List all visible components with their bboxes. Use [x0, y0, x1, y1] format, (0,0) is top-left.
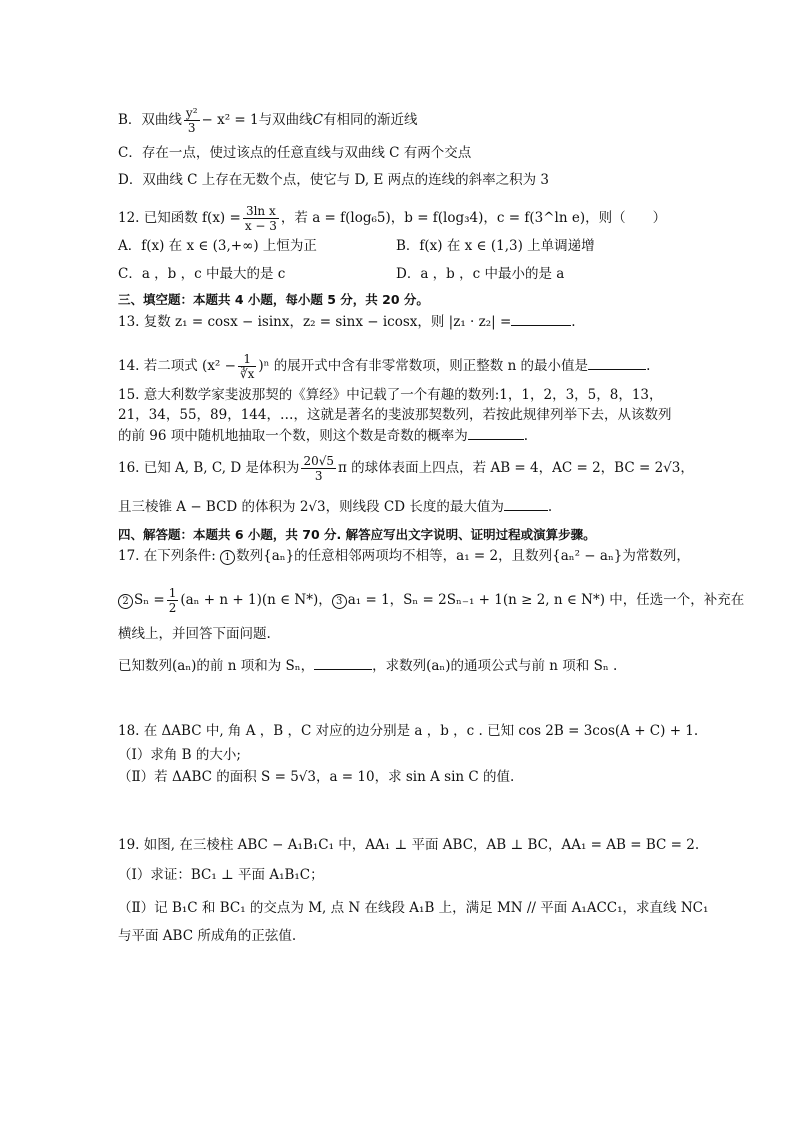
q17-l2-c: a₁ = 1，Sₙ = 2Sₙ₋₁ + 1(n ≥ 2, n ∈ N*) 中，任选一个，补充在 — [347, 592, 745, 608]
q11-b-denominator: 3 — [187, 121, 196, 135]
q16-line-1 — [118, 454, 694, 483]
q17-l4-suffix: ，求数列(aₙ)的通项公式与前 n 项和 Sₙ . — [372, 658, 618, 674]
q13 — [118, 311, 576, 332]
q17-l1-prefix: 17. 在下列条件: — [118, 548, 221, 564]
q17-l2-b: (aₙ + n + 1)(n ∈ N*)， — [180, 592, 332, 608]
q17-line-2 — [118, 586, 744, 615]
section-3-title: 三、填空题：本题共 4 小题，每小题 5 分，共 20 分。 — [118, 292, 429, 307]
q11-option-d: D．双曲线 C 上存在无数个点，使它与 D, E 两点的连线的斜率之积为 3 — [118, 172, 549, 188]
q18-line-3: （Ⅱ）若 ΔABC 的面积 S = 5√3，a = 10，求 sin A sin C 的值. — [118, 769, 515, 785]
q17-line-3: 横线上，并回答下面问题. — [118, 626, 271, 642]
q16-text: 且三棱锥 A − BCD 的体积为 2√3，则线段 CD 长度的最大值为 — [118, 499, 504, 515]
q11-b-c: C — [312, 112, 323, 128]
q13-answer-blank[interactable] — [511, 311, 571, 326]
q17-l2-a: Sₙ = — [134, 592, 165, 608]
q18-line-2: （Ⅰ）求角 B 的大小; — [118, 747, 241, 763]
q12-option-a: A．f(x) 在 x ∈ (3,+∞) 上恒为正 — [118, 238, 317, 254]
q14-prefix: 14. 若二项式 (x² − — [118, 358, 236, 374]
q15-line-3 — [118, 425, 528, 446]
q14-answer-blank[interactable] — [588, 355, 646, 370]
q12-option-b: B．f(x) 在 x ∈ (1,3) 上单调递增 — [396, 238, 595, 254]
q12-numerator: 3ln x — [243, 204, 279, 219]
q17-circle-1: 1 — [220, 550, 235, 565]
q14 — [118, 352, 650, 381]
q15-text: 的前 96 项中随机地抽取一个数，则这个数是奇数的概率为 — [118, 428, 468, 444]
q16-end: . — [547, 499, 553, 515]
section-4-title: 四、解答题：本题共 6 小题，共 70 分. 解答应写出文字说明、证明过程或演算步骤。 — [118, 527, 596, 542]
q13-text: 13. 复数 z₁ = cosx − isinx，z₂ = sinx − icosx，则 |z₁ · z₂| = — [118, 314, 512, 330]
q14-denominator: ∛x — [239, 367, 255, 381]
q16-denominator: 3 — [314, 469, 323, 483]
q11-b-prefix: B．双曲线 — [118, 112, 182, 128]
q17-line-1 — [118, 546, 690, 566]
q17-fraction — [167, 586, 179, 615]
q19-line-3: （Ⅱ）记 B₁C 和 BC₁ 的交点为 M, 点 N 在线段 A₁B 上，满足 MN // 平面 A₁ACC₁，求直线 NC₁ — [118, 900, 709, 916]
q17-circle-3: 3 — [332, 594, 347, 609]
q12-denominator: x − 3 — [244, 219, 277, 233]
q12-stem — [118, 204, 666, 233]
q14-fraction — [238, 352, 256, 381]
q17-denominator: 2 — [168, 601, 177, 615]
q11-option-b — [118, 106, 417, 135]
q14-numerator: 1 — [238, 352, 256, 367]
q19-line-1: 19. 如图, 在三棱柱 ABC − A₁B₁C₁ 中，AA₁ ⊥ 平面 ABC，AB ⊥ BC，AA₁ = AB = BC = 2. — [118, 837, 700, 853]
q16-fraction — [301, 454, 336, 483]
q17-numerator: 1 — [168, 586, 177, 600]
q11-b-numerator: y² — [185, 106, 198, 120]
q16-suffix: π 的球体表面上四点，若 AB = 4，AC = 2，BC = 2√3， — [338, 460, 694, 476]
q11-option-c: C．存在一点，使过该点的任意直线与双曲线 C 有两个交点 — [118, 145, 472, 161]
q12-option-c: C．a ，b ，c 中最大的是 c — [118, 266, 286, 282]
q17-l1-suffix: 数列{aₙ}的任意相邻两项均不相等，a₁ = 2，且数列{aₙ² − aₙ}为常数列， — [236, 548, 690, 564]
q16-answer-blank[interactable] — [504, 496, 548, 511]
q11-b-suffix: 有相同的渐近线 — [322, 112, 418, 128]
q15-line-2: 21，34，55，89，144，…，这就是著名的斐波那契数列，若按此规律列举下去，从该数列 — [118, 407, 672, 423]
q15-end: . — [523, 428, 529, 444]
q15-answer-blank[interactable] — [468, 425, 524, 440]
q15-line-1: 15. 意大利数学家斐波那契的《算经》中记载了一个有趣的数列:1，1，2，3，5，8，13， — [118, 387, 663, 403]
q13-end: . — [571, 314, 576, 330]
q12-fraction — [243, 204, 279, 233]
q19-line-2: （Ⅰ）求证：BC₁ ⊥ 平面 A₁B₁C； — [118, 867, 324, 883]
q12-option-d: D．a ，b ，c 中最小的是 a — [396, 266, 565, 282]
q19-line-4: 与平面 ABC 所成角的正弦值. — [118, 928, 297, 944]
q17-line-4 — [118, 655, 617, 676]
q18-line-1: 18. 在 ΔABC 中, 角 A ，B ，C 对应的边分别是 a ，b ，c . 已知 cos 2B = 3cos(A + C) + 1. — [118, 723, 699, 739]
q16-prefix: 16. 已知 A, B, C, D 是体积为 — [118, 460, 300, 476]
q14-suffix: )ⁿ 的展开式中含有非零常数项，则正整数 n 的最小值是 — [258, 358, 589, 374]
q17-circle-2: 2 — [118, 594, 133, 609]
q16-numerator: 20√5 — [303, 454, 334, 468]
q11-b-fraction — [184, 106, 200, 135]
q16-line-2 — [118, 496, 552, 517]
q12-stem-a: 12. 已知函数 f(x) = — [118, 210, 241, 226]
q17-l4-prefix: 已知数列(aₙ)的前 n 项和为 Sₙ， — [118, 658, 315, 674]
q17-answer-blank[interactable] — [314, 655, 372, 670]
q12-stem-b: ，若 a = f(log₆5)，b = f(log₃4)，c = f(3^ln e)，则（ ） — [280, 210, 667, 226]
q14-end: . — [646, 358, 651, 374]
q11-b-middle: − x² = 1与双曲线 — [201, 112, 313, 128]
